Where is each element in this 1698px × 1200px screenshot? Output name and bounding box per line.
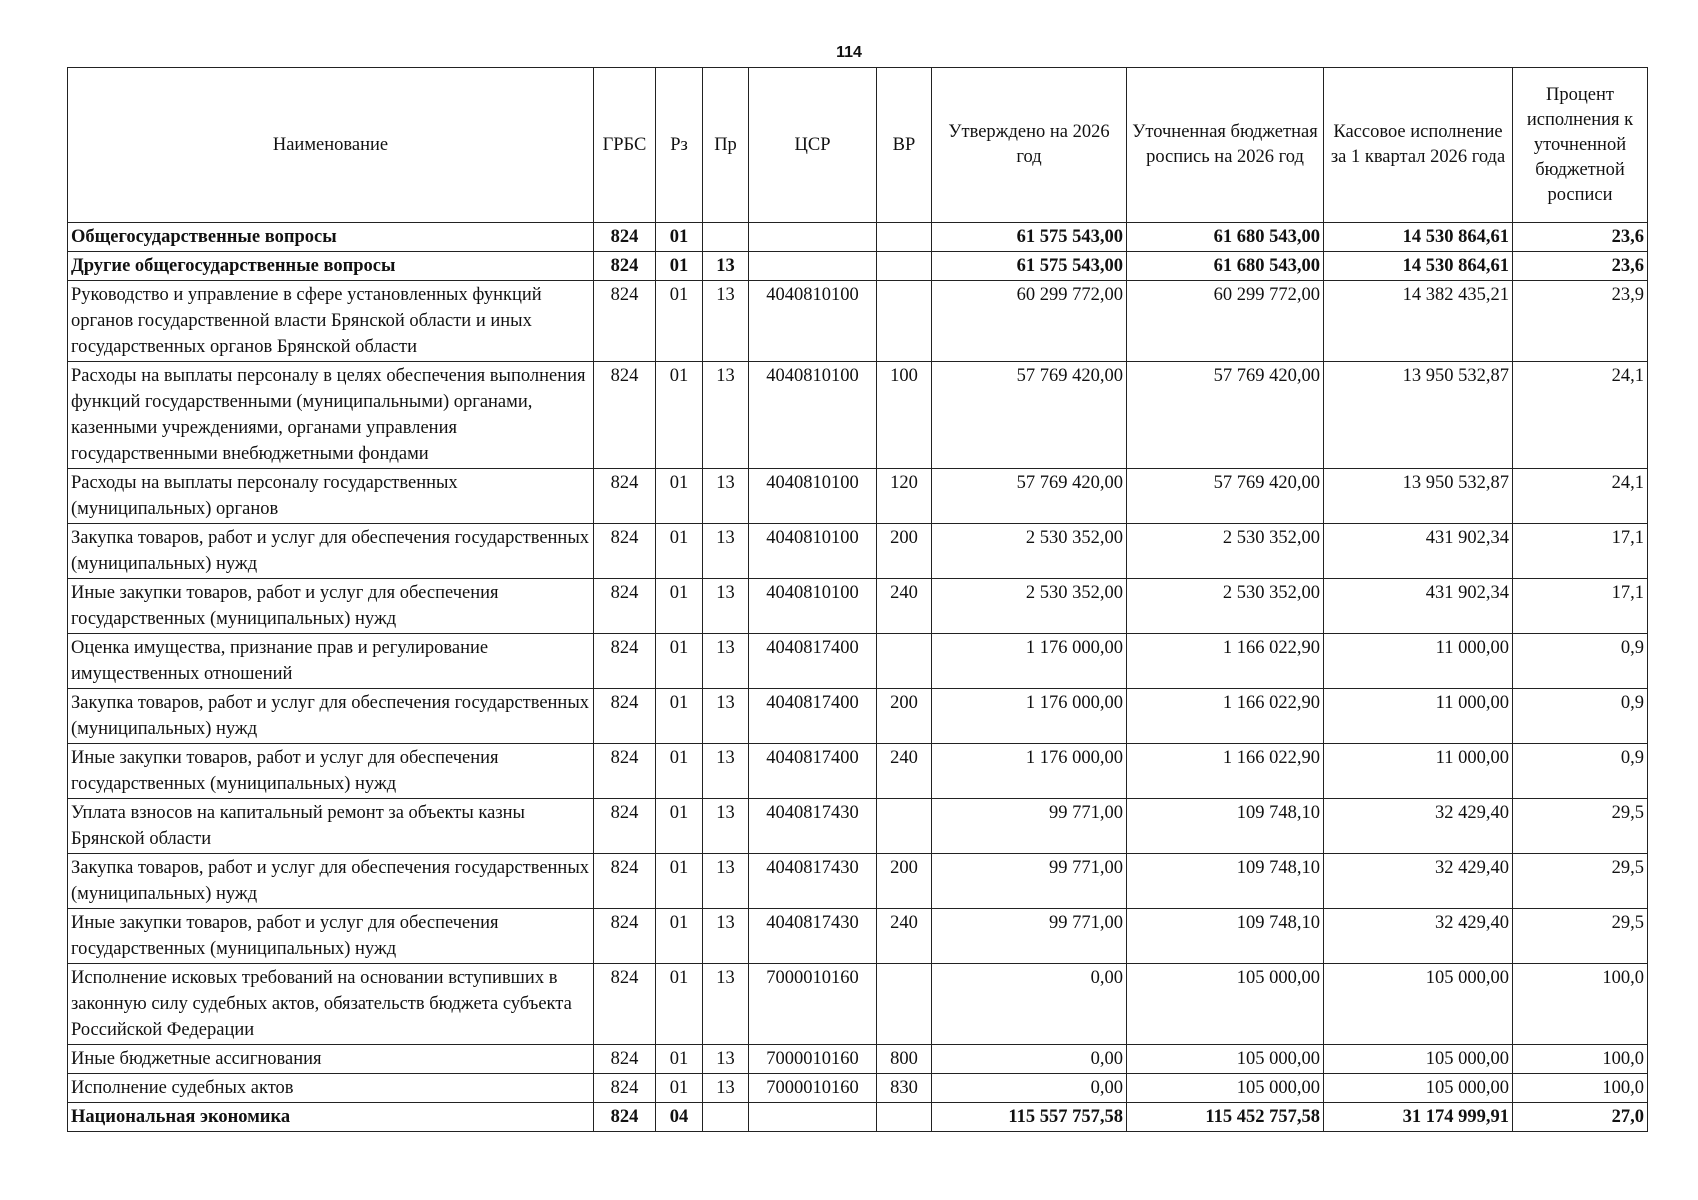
table-row — [68, 1074, 1648, 1103]
table-row — [68, 799, 1648, 854]
cell-grbs: 824 — [594, 744, 656, 799]
cell-approved: 1 176 000,00 — [932, 689, 1127, 744]
cell-cash: 14 382 435,21 — [1324, 281, 1513, 362]
table-row — [68, 689, 1648, 744]
cell-rz: 01 — [656, 1045, 703, 1074]
cell-refined: 115 452 757,58 — [1127, 1103, 1324, 1132]
cell-name: Исполнение судебных актов — [68, 1074, 594, 1103]
cell-cash: 105 000,00 — [1324, 964, 1513, 1045]
cell-pr: 13 — [703, 964, 749, 1045]
cell-percent: 0,9 — [1513, 689, 1648, 744]
cell-approved: 2 530 352,00 — [932, 579, 1127, 634]
cell-rz: 01 — [656, 281, 703, 362]
cell-grbs: 824 — [594, 252, 656, 281]
cell-percent: 100,0 — [1513, 1045, 1648, 1074]
cell-name: Закупка товаров, работ и услуг для обеспечения государственных (муниципальных) нужд — [68, 524, 594, 579]
cell-vr — [877, 634, 932, 689]
cell-refined: 2 530 352,00 — [1127, 524, 1324, 579]
cell-pr: 13 — [703, 524, 749, 579]
cell-vr: 830 — [877, 1074, 932, 1103]
cell-grbs: 824 — [594, 854, 656, 909]
cell-approved: 61 575 543,00 — [932, 223, 1127, 252]
cell-name: Уплата взносов на капитальный ремонт за объекты казны Брянской области — [68, 799, 594, 854]
cell-vr: 240 — [877, 579, 932, 634]
cell-pr — [703, 223, 749, 252]
cell-rz: 01 — [656, 909, 703, 964]
header-row — [68, 68, 1648, 223]
header-percent: Процент исполнения к уточненной бюджетной росписи — [1513, 68, 1648, 223]
cell-cash: 13 950 532,87 — [1324, 362, 1513, 469]
cell-percent: 100,0 — [1513, 1074, 1648, 1103]
cell-cash: 14 530 864,61 — [1324, 252, 1513, 281]
cell-cash: 11 000,00 — [1324, 744, 1513, 799]
table-row — [68, 281, 1648, 362]
cell-approved: 1 176 000,00 — [932, 744, 1127, 799]
table-header — [68, 68, 1648, 223]
cell-pr: 13 — [703, 909, 749, 964]
cell-refined: 1 166 022,90 — [1127, 744, 1324, 799]
cell-grbs: 824 — [594, 469, 656, 524]
cell-rz: 01 — [656, 634, 703, 689]
cell-pr: 13 — [703, 634, 749, 689]
cell-approved: 99 771,00 — [932, 799, 1127, 854]
cell-vr — [877, 223, 932, 252]
cell-vr — [877, 964, 932, 1045]
cell-percent: 100,0 — [1513, 964, 1648, 1045]
cell-rz: 01 — [656, 744, 703, 799]
cell-csr: 4040810100 — [749, 579, 877, 634]
cell-vr — [877, 281, 932, 362]
table-body — [68, 223, 1648, 1132]
cell-vr: 200 — [877, 524, 932, 579]
cell-csr: 4040810100 — [749, 281, 877, 362]
header-cash: Кассовое исполнение за 1 квартал 2026 года — [1324, 68, 1513, 223]
cell-cash: 105 000,00 — [1324, 1045, 1513, 1074]
cell-rz: 01 — [656, 689, 703, 744]
cell-rz: 01 — [656, 964, 703, 1045]
cell-grbs: 824 — [594, 964, 656, 1045]
cell-name: Исполнение исковых требований на основании вступивших в законную силу судебных актов, обязательств бюджета субъекта Российской Федерации — [68, 964, 594, 1045]
cell-csr: 4040810100 — [749, 524, 877, 579]
header-grbs: ГРБС — [594, 68, 656, 223]
cell-grbs: 824 — [594, 524, 656, 579]
cell-refined: 61 680 543,00 — [1127, 223, 1324, 252]
header-vr: ВР — [877, 68, 932, 223]
cell-csr: 4040810100 — [749, 362, 877, 469]
cell-rz: 01 — [656, 223, 703, 252]
cell-cash: 32 429,40 — [1324, 909, 1513, 964]
cell-percent: 23,6 — [1513, 223, 1648, 252]
cell-approved: 61 575 543,00 — [932, 252, 1127, 281]
cell-grbs: 824 — [594, 799, 656, 854]
header-approved: Утверждено на 2026 год — [932, 68, 1127, 223]
cell-grbs: 824 — [594, 579, 656, 634]
cell-vr — [877, 1103, 932, 1132]
table-row — [68, 469, 1648, 524]
cell-percent: 23,9 — [1513, 281, 1648, 362]
cell-grbs: 824 — [594, 909, 656, 964]
cell-percent: 0,9 — [1513, 744, 1648, 799]
cell-rz: 01 — [656, 252, 703, 281]
cell-approved: 115 557 757,58 — [932, 1103, 1127, 1132]
cell-csr — [749, 223, 877, 252]
cell-approved: 1 176 000,00 — [932, 634, 1127, 689]
cell-rz: 01 — [656, 362, 703, 469]
cell-refined: 61 680 543,00 — [1127, 252, 1324, 281]
cell-cash: 431 902,34 — [1324, 579, 1513, 634]
cell-pr: 13 — [703, 744, 749, 799]
cell-csr: 4040817400 — [749, 744, 877, 799]
cell-percent: 24,1 — [1513, 362, 1648, 469]
cell-approved: 0,00 — [932, 1074, 1127, 1103]
cell-name: Иные закупки товаров, работ и услуг для обеспечения государственных (муниципальных) нужд — [68, 744, 594, 799]
cell-refined: 109 748,10 — [1127, 909, 1324, 964]
cell-refined: 105 000,00 — [1127, 1074, 1324, 1103]
cell-rz: 01 — [656, 799, 703, 854]
cell-percent: 17,1 — [1513, 579, 1648, 634]
cell-refined: 105 000,00 — [1127, 964, 1324, 1045]
cell-pr: 13 — [703, 689, 749, 744]
header-csr: ЦСР — [749, 68, 877, 223]
cell-grbs: 824 — [594, 689, 656, 744]
cell-approved: 2 530 352,00 — [932, 524, 1127, 579]
cell-cash: 431 902,34 — [1324, 524, 1513, 579]
cell-grbs: 824 — [594, 281, 656, 362]
cell-cash: 105 000,00 — [1324, 1074, 1513, 1103]
cell-name: Оценка имущества, признание прав и регулирование имущественных отношений — [68, 634, 594, 689]
cell-name: Иные закупки товаров, работ и услуг для обеспечения государственных (муниципальных) нужд — [68, 579, 594, 634]
header-rz: Рз — [656, 68, 703, 223]
cell-approved: 57 769 420,00 — [932, 469, 1127, 524]
cell-rz: 01 — [656, 524, 703, 579]
header-refined: Уточненная бюджетная роспись на 2026 год — [1127, 68, 1324, 223]
cell-vr: 240 — [877, 744, 932, 799]
cell-pr: 13 — [703, 854, 749, 909]
cell-name: Общегосударственные вопросы — [68, 223, 594, 252]
cell-pr: 13 — [703, 1045, 749, 1074]
header-name: Наименование — [68, 68, 594, 223]
cell-csr — [749, 252, 877, 281]
cell-csr: 4040817400 — [749, 689, 877, 744]
cell-percent: 0,9 — [1513, 634, 1648, 689]
cell-name: Расходы на выплаты персоналу в целях обеспечения выполнения функций государственными (муниципальными) органами, казенными учреждениями, органами управления государственными внебюджетными фондами — [68, 362, 594, 469]
cell-name: Иные бюджетные ассигнования — [68, 1045, 594, 1074]
cell-vr: 200 — [877, 854, 932, 909]
cell-name: Национальная экономика — [68, 1103, 594, 1132]
cell-vr: 240 — [877, 909, 932, 964]
cell-cash: 31 174 999,91 — [1324, 1103, 1513, 1132]
table-row — [68, 579, 1648, 634]
cell-name: Руководство и управление в сфере установленных функций органов государственной власти Брянской области и иных государственных органов Брянской области — [68, 281, 594, 362]
cell-percent: 24,1 — [1513, 469, 1648, 524]
cell-vr: 100 — [877, 362, 932, 469]
cell-refined: 105 000,00 — [1127, 1045, 1324, 1074]
cell-approved: 99 771,00 — [932, 909, 1127, 964]
cell-csr: 7000010160 — [749, 964, 877, 1045]
cell-percent: 29,5 — [1513, 854, 1648, 909]
cell-refined: 2 530 352,00 — [1127, 579, 1324, 634]
cell-refined: 60 299 772,00 — [1127, 281, 1324, 362]
cell-approved: 0,00 — [932, 1045, 1127, 1074]
cell-refined: 57 769 420,00 — [1127, 469, 1324, 524]
cell-grbs: 824 — [594, 362, 656, 469]
cell-csr: 4040817430 — [749, 854, 877, 909]
cell-refined: 1 166 022,90 — [1127, 689, 1324, 744]
cell-percent: 29,5 — [1513, 909, 1648, 964]
cell-refined: 109 748,10 — [1127, 854, 1324, 909]
cell-cash: 13 950 532,87 — [1324, 469, 1513, 524]
cell-vr — [877, 799, 932, 854]
cell-name: Закупка товаров, работ и услуг для обеспечения государственных (муниципальных) нужд — [68, 689, 594, 744]
cell-grbs: 824 — [594, 1074, 656, 1103]
cell-pr: 13 — [703, 469, 749, 524]
cell-csr: 4040817400 — [749, 634, 877, 689]
table-row — [68, 634, 1648, 689]
cell-refined: 57 769 420,00 — [1127, 362, 1324, 469]
cell-csr: 4040810100 — [749, 469, 877, 524]
cell-rz: 01 — [656, 469, 703, 524]
table-row — [68, 524, 1648, 579]
cell-cash: 11 000,00 — [1324, 689, 1513, 744]
cell-name: Расходы на выплаты персоналу государственных (муниципальных) органов — [68, 469, 594, 524]
cell-pr: 13 — [703, 362, 749, 469]
cell-cash: 32 429,40 — [1324, 799, 1513, 854]
cell-vr: 800 — [877, 1045, 932, 1074]
cell-rz: 01 — [656, 1074, 703, 1103]
cell-rz: 04 — [656, 1103, 703, 1132]
cell-csr: 7000010160 — [749, 1045, 877, 1074]
table-row — [68, 1045, 1648, 1074]
cell-pr: 13 — [703, 1074, 749, 1103]
cell-pr: 13 — [703, 579, 749, 634]
header-pr: Пр — [703, 68, 749, 223]
page-number: 114 — [836, 44, 862, 61]
cell-name: Закупка товаров, работ и услуг для обеспечения государственных (муниципальных) нужд — [68, 854, 594, 909]
cell-percent: 17,1 — [1513, 524, 1648, 579]
table-row — [68, 362, 1648, 469]
cell-grbs: 824 — [594, 634, 656, 689]
table-row — [68, 909, 1648, 964]
cell-percent: 27,0 — [1513, 1103, 1648, 1132]
cell-grbs: 824 — [594, 223, 656, 252]
table-row — [68, 744, 1648, 799]
cell-percent: 29,5 — [1513, 799, 1648, 854]
cell-approved: 60 299 772,00 — [932, 281, 1127, 362]
cell-pr: 13 — [703, 281, 749, 362]
cell-cash: 14 530 864,61 — [1324, 223, 1513, 252]
cell-rz: 01 — [656, 854, 703, 909]
cell-grbs: 824 — [594, 1045, 656, 1074]
cell-approved: 0,00 — [932, 964, 1127, 1045]
cell-refined: 109 748,10 — [1127, 799, 1324, 854]
cell-csr — [749, 1103, 877, 1132]
cell-vr: 200 — [877, 689, 932, 744]
cell-grbs: 824 — [594, 1103, 656, 1132]
cell-refined: 1 166 022,90 — [1127, 634, 1324, 689]
budget-execution-table — [67, 67, 1648, 1132]
cell-pr: 13 — [703, 252, 749, 281]
cell-cash: 11 000,00 — [1324, 634, 1513, 689]
cell-approved: 57 769 420,00 — [932, 362, 1127, 469]
cell-name: Другие общегосударственные вопросы — [68, 252, 594, 281]
cell-vr: 120 — [877, 469, 932, 524]
table-row — [68, 1103, 1648, 1132]
cell-vr — [877, 252, 932, 281]
cell-csr: 7000010160 — [749, 1074, 877, 1103]
table-row — [68, 252, 1648, 281]
table-row — [68, 223, 1648, 252]
cell-name: Иные закупки товаров, работ и услуг для обеспечения государственных (муниципальных) нужд — [68, 909, 594, 964]
cell-approved: 99 771,00 — [932, 854, 1127, 909]
cell-percent: 23,6 — [1513, 252, 1648, 281]
cell-csr: 4040817430 — [749, 909, 877, 964]
table-row — [68, 964, 1648, 1045]
cell-pr: 13 — [703, 799, 749, 854]
cell-rz: 01 — [656, 579, 703, 634]
cell-csr: 4040817430 — [749, 799, 877, 854]
cell-pr — [703, 1103, 749, 1132]
cell-cash: 32 429,40 — [1324, 854, 1513, 909]
table-row — [68, 854, 1648, 909]
